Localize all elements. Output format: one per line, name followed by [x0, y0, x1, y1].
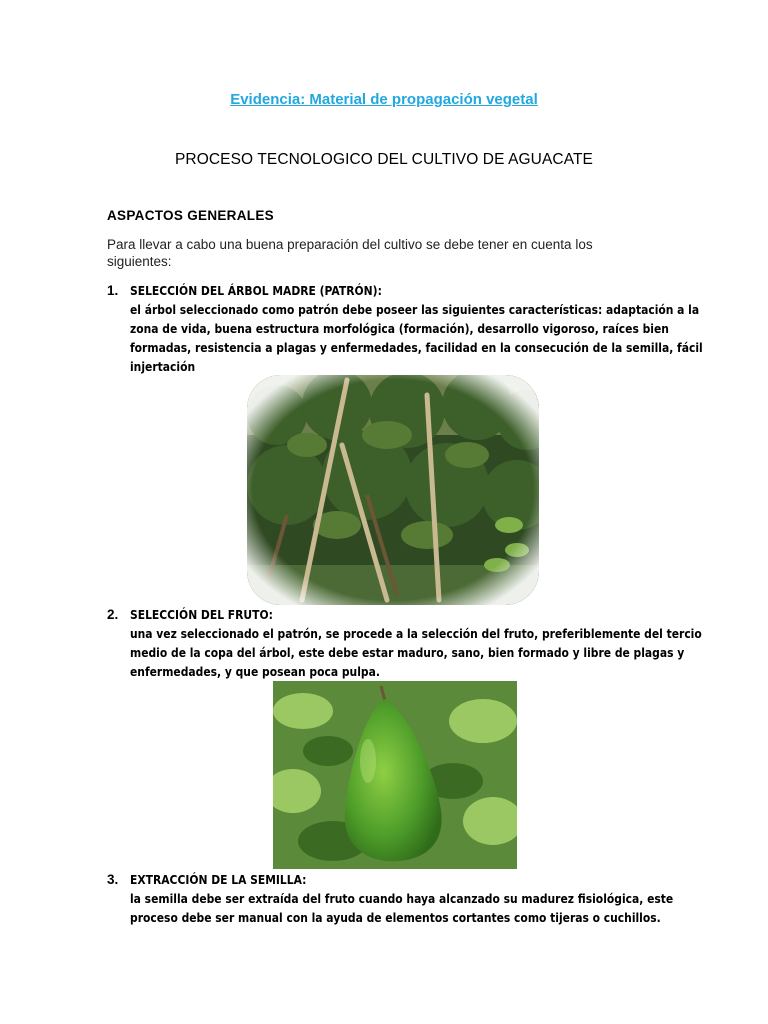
avocado-tree-photo: [247, 375, 539, 605]
item-1-number: 1.: [107, 283, 119, 298]
item-2-body: [130, 624, 720, 681]
item-1-body-text: el árbol seleccionado como patrón debe poseer las siguientes características: adaptación a la zona de vida, buena estructura morfológica (formación), desarrollo vigoroso, raíces bien formadas, resistencia a plagas y enfermedades, facilidad en la consecución de la semilla, fácil injertación: [130, 302, 703, 374]
intro-paragraph: Para llevar a cabo una buena preparación del cultivo se debe tener en cuenta los siguientes:: [107, 237, 593, 269]
item-2-title: SELECCIÓN DEL FRUTO:: [130, 607, 273, 622]
item-2-number: 2.: [107, 607, 119, 622]
main-heading: PROCESO TECNOLOGICO DEL CULTIVO DE AGUACATE: [174, 151, 593, 168]
item-3-title: EXTRACCIÓN DE LA SEMILLA:: [130, 872, 307, 887]
avocado-tree-illustration: [247, 375, 539, 605]
item-3-body: [130, 889, 720, 927]
item-3-number: 3.: [107, 872, 119, 887]
avocado-fruit-illustration: [273, 681, 517, 869]
item-2-body-text: una vez seleccionado el patrón, se procede a la selección del fruto, preferiblemente del tercio medio de la copa del árbol, este debe estar maduro, sano, bien formado y libre de plagas y enfermedades, y que posean poca pulpa.: [130, 626, 702, 679]
evidence-link-title[interactable]: Evidencia: Material de propagación vegetal: [230, 91, 538, 108]
item-3-body-text: la semilla debe ser extraída del fruto cuando haya alcanzado su madurez fisiológica, este proceso debe ser manual con la ayuda de elementos cortantes como tijeras o cuchillos.: [130, 891, 674, 925]
item-1-title: SELECCIÓN DEL ÁRBOL MADRE (PATRÓN):: [130, 283, 382, 298]
section-heading: ASPACTOS GENERALES: [107, 208, 274, 223]
item-1-body: [130, 300, 720, 376]
avocado-fruit-photo: [273, 681, 517, 869]
